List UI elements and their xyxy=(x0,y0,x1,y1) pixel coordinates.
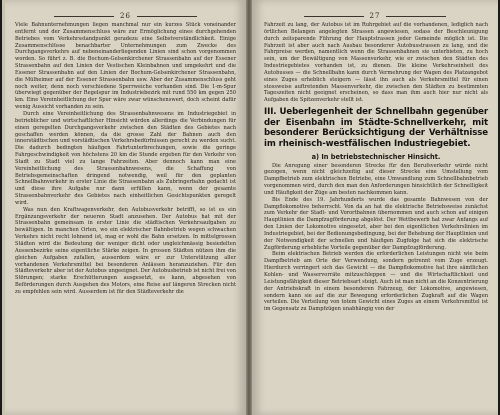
subsection-heading: a) In betriebstechnischer Hinsicht. xyxy=(311,152,441,161)
right-page xyxy=(252,0,498,415)
paragraph: Fahrzeit zu lang, der Autobus ist im Ruhrgebiet auf die vorhandenen, lediglich nach örtlichen Belangen angelegten Strassen angewiesen, sodass der Beschleunigung durch zeitsparende Führung der Hauptstrassen jeder Gemeinde möglich ist. Die Fahrzeit ist aber auch nach Ausbau besonderer Autobusstrassen zu lang, und die Fahrpreise werden, namentlich wenn die Strassenbahnen sie unterbieten, zu hoch sein, um der Bewältigung von Massenverkehr, wie er zwischen den Städten des Industriegebietes vorhanden ist, zu dienen. Die kleine Verkehrseinheit des Autobusses — die Schnellbahn kann durch Vermehrung der Wagen des Platzangebot eines Zuges erheblich steigern — lässt ihn auch als Verkehrsmittel für einen stossweise auftretenden Massenverkehr, die zwischen den Städten zu bestimmten Tageszeiten nicht geeignet erscheinen, so dass man ihm auch hier nur nicht als Aufgaben die Spitzenverkehr stellt ist. xyxy=(264,22,488,104)
paragraph: Die Anregung einer besonderen Strecke für den Berufsverkehr würde nicht gezogen, wenn nicht gleichzeitig auf dieser Strecke eine Umstellung vom Dampfbetrieb zum elektrischen Betriebe, eine Umwandlung zum Schnellbahnbetrieb vorgenommen wird, durch den man den Anforderungen hinsichtlich der Schnelligkeit und Häufigkeit der Züge am besten nachkommen kann. xyxy=(264,162,488,196)
paragraph: Viele Bahnunternehmungen liegen manchmal nur ein kurzes Stück voneinander entfernt und der Zusammenschluss wäre zur Ermöglichung eines durchgehenden Betriebes vom Verkehrsstandpunkt geradezu eine Selbstverständlichkeit. Einige Zusammenschlüsse benachbarter Unternehmungen zum Zwecke des Durchgangsverkehrs auf nebeneinanderliegenden Linien sind schon vorgenommen worden. So führt z. B. die Bochum-Gelsenkirchener Strassenbahn auf der Essener Strassenbahn auf den Linien der Vestischen Kleinbahnen und umgekehrt und die Essener Strassenbahn auf den Linien der Bochum-Gelsenkirchener Strassenbahn, die Mülheimer auf der Essener Strassenbahn usw. Aber der Zusammenschluss geht noch weiter, denn noch verschiedene Sperrweiche vorhanden sind. Die 1-m-Spur überwiegt gegenüber der Regelspur im Industriebezirk mit rund 550 km gegen 250 km. Eine Vereinheitlichung der Spur wäre zwar wünschenswert, doch scheint dafür wenig Aussicht vorhanden zu sein. xyxy=(15,22,236,111)
section-heading: III. Ueberlegenheit der Schnellbahn gegenüber der Eisenbahn im Städte-Schnellverkehr, mit besonderer Berücksichtigung der Verhältnisse im rheinisch-westfälischen Industriegebiet. xyxy=(264,107,488,149)
paragraph: Was nun den Kraftwagenverkehr, den Autobusverkehr betrifft, so ist es ein Ergänzungsverkehr der neueren Stadt anzusehen. Der Autobus hat mit der Strassenbahn gemeinsam in erster Linie die städtischen Verkehrsaufgaben zu bewältigen. In manchen Orten, wo ein elektrischer Bahnbetrieb wegen schwachen Verkehrs nicht recht lohnend ist, mag er wohl die Bahn ersetzen. In mittelgrossen Städten wird die Bedeutung der weniger dicht oder ungleichmässig besiedelten Aussenbezirke seine eigentliche Stärke zeigen. In grossen Städten nützen ihm die gleichen Aufgaben zufallen, ausserdem wäre er zur Unterstützung aller vorhandenen Verkehrsmittel bei besonderen Anlässen heranzuziehen. Für den Städteverkehr aber ist der Autobus ungeeignet. Der Autobusbetrieb ist nicht frei von Störungen; starke Erschütterungen ausgesetzt, es kann, abgesehen von Beförderungen durch Ausgehen des Motors, eine Reise auf längeren Strecken nicht zu empfehlen sein wird. Ausserdem ist für den Städteverkehr die xyxy=(15,206,236,295)
paragraph: Bis Ende des 19. Jahrhunderts wurde das gesamte Bahnwesen von der Dampflokomotive beherrscht. Von da an hat die elektrische Betriebsweise zunächst zum Verkehr der Stadt- und Vorortbahnen übernommen und auch schon auf einigen Hauptlinien die Dampfzugförderung abgelöst. Der Wettbewerb hat zwar Anfangs auf den Linien der Lokomotive eingesetzt, aber bei den eigentlichen Verkehrslinien im Industriegebiet, bei der Bedienungsbedingung, bei der Behebung der Hauptlinien und der Notwendigkeit der schnellen und häufigen Zugfolge hat sich die elektrische Zugförderung erhebliche Vorteile gegenüber der Dampfzugförderung. xyxy=(264,196,488,251)
left-page-number: 26 xyxy=(5,12,246,20)
book-spread xyxy=(2,0,498,415)
left-page-text xyxy=(15,22,236,296)
paragraph: Durch eine Vereinheitlichung des Strassenbahnwesens im Industriegebiet in betrieblicher und wirtschaftlicher Hinsicht würden allerdings die Verbindungen für einen geregelten Durchgangsverkehr zwischen den Städten des Gebietes nach geschaffen werden können, da die grosse Zahl der Bahnen auch den innerstädtischen und vorstädtischen Verkehrsbedürfnissen gerecht zu werden sucht. Die dadurch bedingten häufigen Fahrtunterbrechungen, sowie die geringe Fahrgeschwindigkeit von höchstens 20 km die Stunde ergeben für den Verkehr von Stadt zu Stadt viel zu lange Fahrzeiten. Aber dennoch kann man eine Vereinheitlichung des Strassenbahnwesens, die Schaffung von Betriebsgemeinschaften dringend notwendig, weil für den geplanten Schnellbahnverkehr in erster Linie die Strassenbahn als Zubringerbahn gedacht ist und diese ihre Aufgabe nur dann erfüllen kann, wenn der gesamte Strassenbahnverkehr des Gebietes nach einheitlichen Gesichtspunkten geregelt wird. xyxy=(15,110,236,206)
right-page-number: 27 xyxy=(252,12,498,20)
right-page-text xyxy=(264,22,488,313)
left-page xyxy=(5,0,246,415)
paragraph: Beim elektrischen Betrieb werden die erforderlichen Leistungen nicht wie beim Dampfbetrieb am Orte der Verwendung, sondern getrennt vom Zuge erzeugt. Hierdurch verringert sich das Gewicht — die Dampflokomotive hat ihre sämtlichen Kohlen- und Wasservorräte mitzuschleppen — und die Wirtschaftlichkeit und Leistungsfähigkeit dieser Betriebsart steigt. Auch ist man nicht an die Konzentrierung der Antriebskraft in einem besonderen Fahrzeug, der Lokomotive, angewiesen, sondern kann sie auf die zur Bewegung erforderlichen Zugkraft auf die Wagen verteilen. Die Verteilung von totem Gewicht eines Zuges an einem Verkehrsmittel ist im Gegensatz zu Dampfzügen unabhängig von der xyxy=(264,251,488,313)
